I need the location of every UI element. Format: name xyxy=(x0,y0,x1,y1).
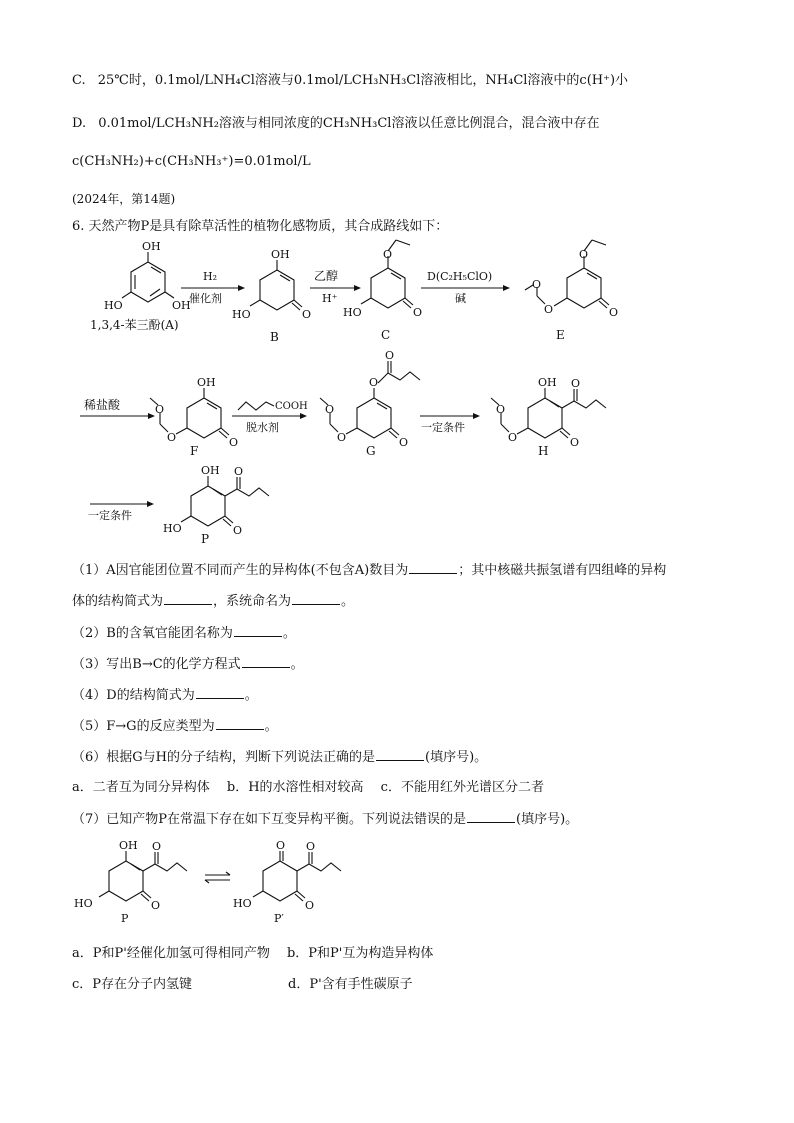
option-d-equation: c(CH₃NH₂)+c(CH₃NH₃⁺)=0.01mol/L xyxy=(72,154,311,169)
tpp-o-ketone: O xyxy=(306,840,316,853)
source-note: (2024年，第14题) xyxy=(72,192,176,206)
g-o-mom2: O xyxy=(325,403,335,416)
compound-f-label: F xyxy=(190,444,199,458)
step2-reagent: 乙醇 xyxy=(314,269,339,283)
a-ho-left: HO xyxy=(104,299,123,312)
a-oh-top: OH xyxy=(142,240,161,253)
h-o-mom: O xyxy=(508,431,518,444)
g-o-ester: O xyxy=(369,376,379,389)
c-o-ether: O xyxy=(383,248,393,261)
e-o: O xyxy=(609,306,619,319)
sub-question-5 xyxy=(72,717,278,736)
step7-condition: 一定条件 xyxy=(88,509,132,522)
f-oh: OH xyxy=(197,376,216,389)
sub5-text: （5）F→G的反应类型为 xyxy=(72,719,215,734)
sub-question-7-option-c: c．P存在分子内氢键 xyxy=(72,977,193,992)
tautomer-p-prime-label: P′ xyxy=(274,912,284,925)
compound-a-structure xyxy=(104,240,191,312)
compound-h-label: H xyxy=(538,444,549,458)
tautomer-p-label: P xyxy=(121,912,129,925)
step4-reagent: 稀盐酸 xyxy=(84,398,121,412)
tp-oh: OH xyxy=(119,839,138,852)
sub1-blank-3[interactable] xyxy=(292,592,340,605)
h-o-mom2: O xyxy=(496,403,506,416)
option-d-line1: 0.01mol/LCH₃NH₂溶液与相同浓度的CH₃NH₃Cl溶液以任意比例混合，混合液中存在 xyxy=(98,116,600,131)
sub-question-7-options-1: a．P和P'经催化加氢可得相同产物 b．P和P'互为构造异构体 xyxy=(72,946,434,961)
option-c-body: 25℃时，0.1mol/LNH₄Cl溶液与0.1mol/LCH₃NH₃Cl溶液相比，NH₄Cl溶液中的c(H⁺)小 xyxy=(97,73,629,88)
p-o: O xyxy=(233,524,243,537)
sub7-blank[interactable] xyxy=(467,810,515,823)
compound-e-label: E xyxy=(556,328,565,342)
step5-condition: 脱水剂 xyxy=(246,421,279,434)
sub2-blank[interactable] xyxy=(234,624,282,637)
compound-a-name: 1,3,4-苯三酚(A) xyxy=(90,318,179,332)
sub-question-7-option-d: d．P'含有手性碳原子 xyxy=(288,977,413,992)
c-o: O xyxy=(413,306,423,319)
sub6-text: （6）根据G与H的分子结构，判断下列说法正确的是 xyxy=(72,750,375,765)
e-o-mom2: O xyxy=(532,278,542,291)
e-o-ether: O xyxy=(579,248,589,261)
compound-p-structure xyxy=(163,464,269,537)
sub-question-1-line2 xyxy=(72,592,354,611)
step3-reagent: D(C₂H₅ClO) xyxy=(427,270,493,283)
sub1-text-e: 。 xyxy=(341,594,355,609)
sub-question-4 xyxy=(72,686,258,705)
step3-condition: 碱 xyxy=(455,292,466,305)
g-o-carbonyl: O xyxy=(385,349,395,362)
a-oh-right: OH xyxy=(172,299,191,312)
sub-question-7 xyxy=(72,810,578,829)
equilibrium-arrows xyxy=(205,872,230,883)
compound-b-label: B xyxy=(270,330,279,344)
b-ho: HO xyxy=(232,308,251,321)
f-o-mom: O xyxy=(167,431,177,444)
tautomer-p-prime-structure xyxy=(233,839,341,912)
sub3-period: 。 xyxy=(290,657,304,672)
p-o-ketone: O xyxy=(234,465,244,478)
compound-f-structure xyxy=(150,376,238,449)
sub-question-6 xyxy=(72,748,487,767)
option-d-letter: D. xyxy=(72,116,87,131)
sub1-text-c: 体的结构简式为 xyxy=(72,594,164,609)
compound-b-structure xyxy=(232,248,311,321)
step2-condition: H⁺ xyxy=(322,292,338,305)
sub6-blank[interactable] xyxy=(376,748,424,761)
step1-reagent: H₂ xyxy=(203,270,218,283)
sub1-blank-1[interactable] xyxy=(409,561,457,574)
compound-e-structure xyxy=(525,240,618,319)
p-oh: OH xyxy=(201,464,220,477)
b-oh: OH xyxy=(271,248,290,261)
tpp-o: O xyxy=(305,899,315,912)
sub-question-6-options: a．二者互为同分异构体 b．H的水溶性相对较高 c．不能用红外光谱区分二者 xyxy=(72,780,544,795)
sub-question-3 xyxy=(72,655,304,674)
sub-question-2 xyxy=(72,624,296,643)
step6-condition: 一定条件 xyxy=(421,421,465,434)
g-o: O xyxy=(399,436,409,449)
sub1-blank-2[interactable] xyxy=(164,592,212,605)
sub4-text: （4）D的结构简式为 xyxy=(72,688,195,703)
sub7-text: （7）已知产物P在常温下存在如下互变异构平衡。下列说法错误的是 xyxy=(72,812,467,827)
h-o-ketone: O xyxy=(571,377,581,390)
c-ho: HO xyxy=(343,306,362,319)
sub3-blank[interactable] xyxy=(242,655,290,668)
h-o: O xyxy=(570,436,580,449)
compound-p-label: P xyxy=(201,532,210,546)
tp-o-ketone: O xyxy=(152,840,162,853)
sub2-text: （2）B的含氧官能团名称为 xyxy=(72,626,233,641)
sub5-period: 。 xyxy=(264,719,278,734)
step5-reagent: COOH xyxy=(275,401,308,412)
step1-condition: 催化剂 xyxy=(189,292,222,305)
question-6-stem: 6. 天然产物P是具有除草活性的植物化感物质，其合成路线如下： xyxy=(72,219,449,234)
option-c-text: C. xyxy=(72,73,86,88)
b-o: O xyxy=(302,308,312,321)
compound-h-structure xyxy=(491,376,606,449)
sub1-text-a: （1）A因官能团位置不同而产生的异构体(不包含A)数目为 xyxy=(72,563,409,578)
e-o-mom: O xyxy=(544,303,554,316)
h-oh: OH xyxy=(538,376,557,389)
compound-c-structure xyxy=(343,240,422,319)
compound-g-label: G xyxy=(366,444,376,458)
sub1-text-d: ，系统命名为 xyxy=(213,594,292,609)
compound-g-structure xyxy=(320,349,420,449)
tpp-ho: HO xyxy=(233,897,252,910)
sub6-tail: (填序号)。 xyxy=(425,750,488,765)
sub4-period: 。 xyxy=(244,688,258,703)
p-ho: HO xyxy=(163,522,182,535)
sub1-text-b: ；其中核磁共振氢谱有四组峰的异构 xyxy=(458,563,667,578)
sub-question-1-line1 xyxy=(72,561,666,580)
g-o-mom: O xyxy=(337,431,347,444)
tp-ho: HO xyxy=(74,897,93,910)
tautomer-p-structure xyxy=(74,839,187,912)
f-o: O xyxy=(229,436,239,449)
tp-o: O xyxy=(151,899,161,912)
f-o-mom2: O xyxy=(155,403,165,416)
tpp-o-top: O xyxy=(276,839,286,852)
compound-c-label: C xyxy=(381,328,391,342)
sub7-tail: (填序号)。 xyxy=(516,812,579,827)
sub3-text: （3）写出B→C的化学方程式 xyxy=(72,657,241,672)
sub2-period: 。 xyxy=(282,626,296,641)
sub4-blank[interactable] xyxy=(196,686,244,699)
sub5-blank[interactable] xyxy=(216,717,264,730)
